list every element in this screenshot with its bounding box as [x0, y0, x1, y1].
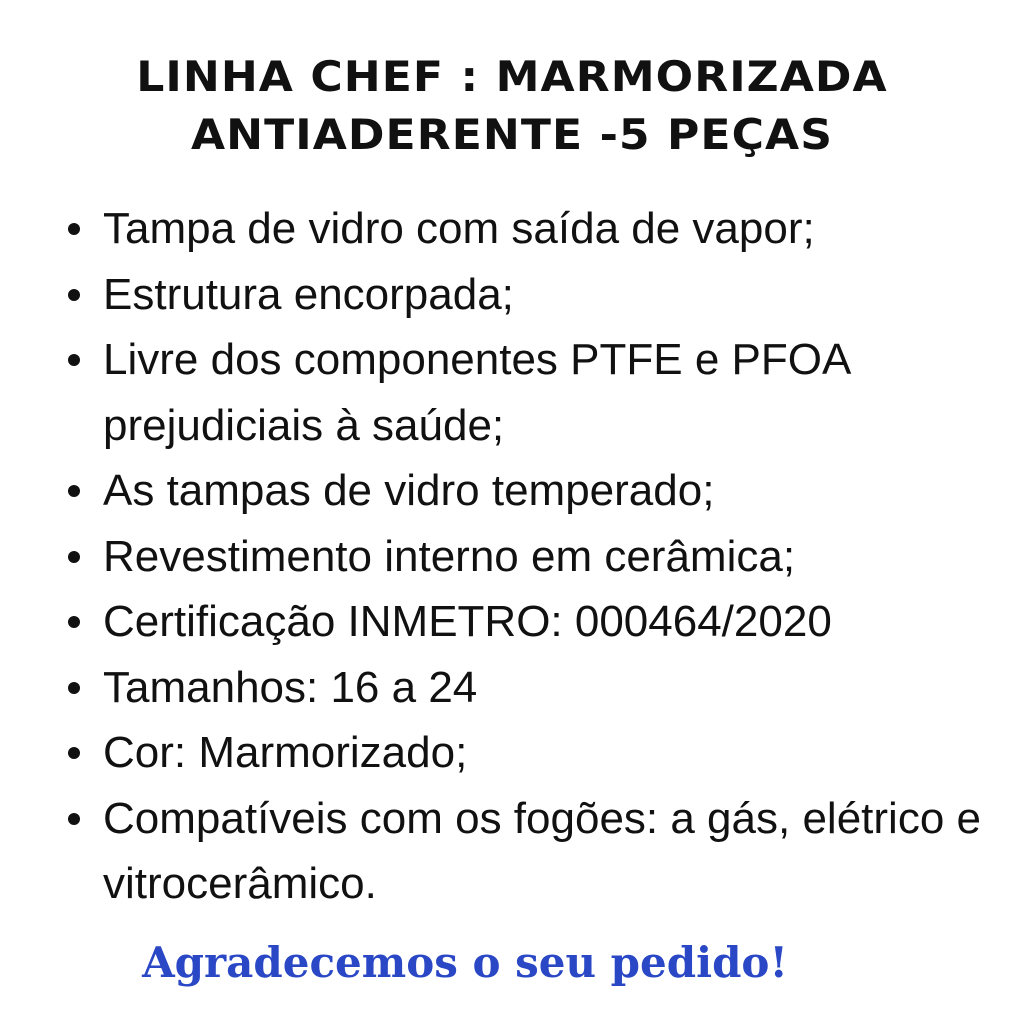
bullet-icon [68, 616, 80, 628]
feature-item [66, 327, 1016, 458]
thank-you-message: Agradecemos o seu pedido! [142, 938, 788, 987]
feature-item [66, 196, 1016, 262]
feature-text: Compatíveis com os fogões: a gás, elétrico e vitrocerâmico. [103, 793, 981, 908]
feature-item [66, 720, 1016, 786]
feature-text: Tampa de vidro com saída de vapor; [103, 204, 815, 253]
feature-text: Revestimento interno em cerâmica; [103, 531, 796, 581]
bullet-icon [68, 551, 80, 563]
bullet-icon [68, 223, 80, 235]
bullet-icon [68, 682, 80, 694]
bullet-icon [68, 747, 80, 759]
feature-item [66, 524, 1016, 590]
feature-item [66, 589, 1016, 655]
feature-item [66, 655, 1016, 721]
feature-item [66, 262, 1016, 328]
feature-list [66, 196, 1016, 917]
feature-text: Tamanhos: 16 a 24 [103, 662, 478, 712]
feature-text: Cor: Marmorizado; [103, 728, 468, 777]
feature-text: Certificação INMETRO: 000464/2020 [103, 597, 832, 646]
bullet-icon [68, 354, 80, 366]
bullet-icon [68, 813, 80, 825]
feature-item [66, 458, 1016, 524]
title-line-2: ANTIADERENTE -5 PEÇAS [190, 110, 834, 159]
feature-text: Livre dos componentes PTFE e PFOA prejudiciais à saúde; [103, 335, 849, 450]
title-line-1: LINHA CHEF : MARMORIZADA [136, 52, 888, 101]
bullet-icon [68, 485, 80, 497]
bullet-icon [68, 289, 80, 301]
feature-text: Estrutura encorpada; [103, 269, 514, 319]
feature-item [66, 786, 1016, 917]
feature-text: As tampas de vidro temperado; [103, 466, 715, 515]
